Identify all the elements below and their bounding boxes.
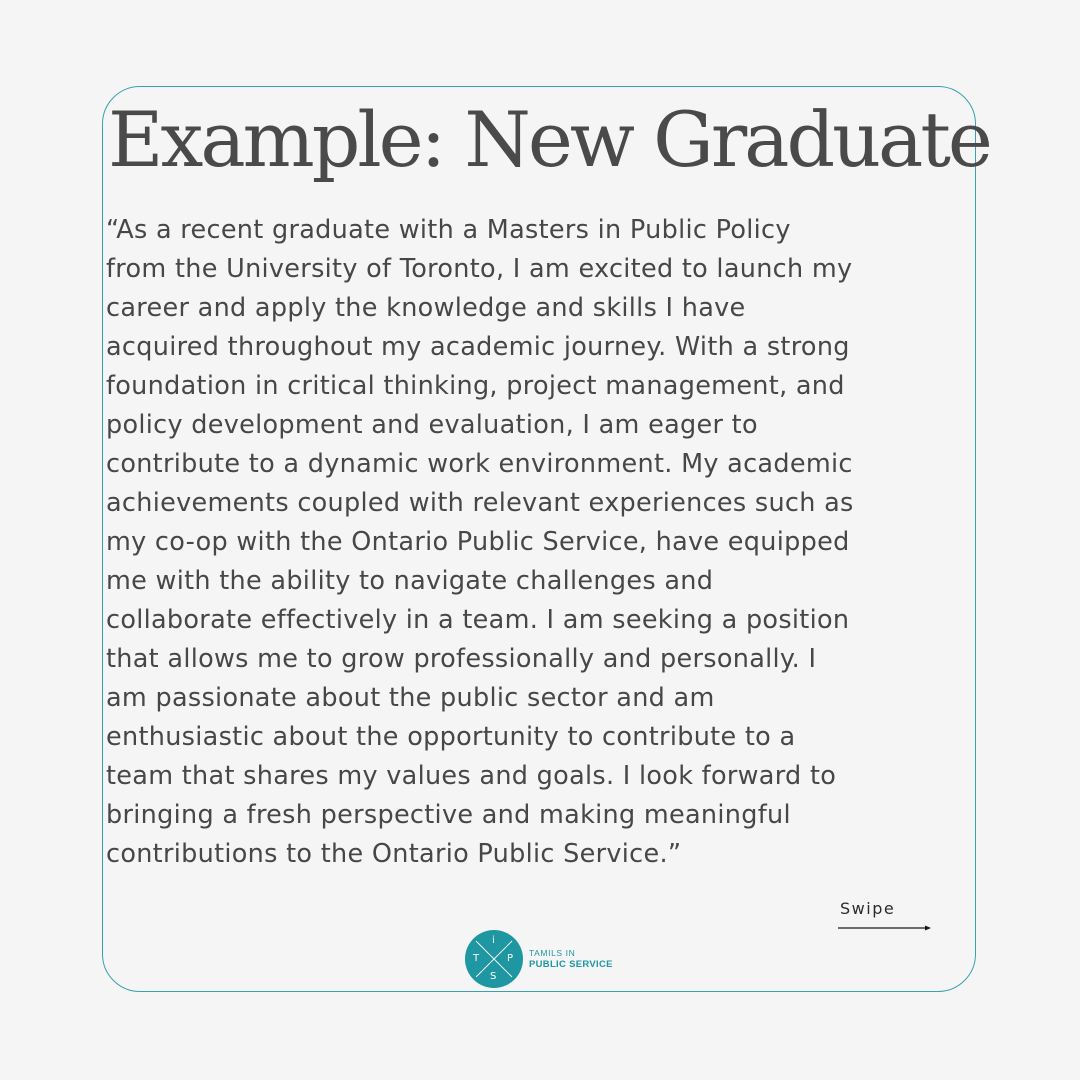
logo-line-1: TAMILS IN — [529, 948, 576, 958]
quote-line: achievements coupled with relevant experiences such as — [106, 488, 854, 518]
quote-line: my co-op with the Ontario Public Service, have equipped — [106, 527, 850, 557]
quote-line: am passionate about the public sector and am — [106, 683, 715, 713]
logo — [465, 930, 625, 990]
quote-line: contributions to the Ontario Public Service.” — [106, 839, 682, 869]
quote-line: me with the ability to navigate challenges and — [106, 566, 714, 596]
swipe-label: Swipe — [840, 899, 896, 918]
logo-letter-left: T — [473, 953, 480, 964]
logo-letter-bottom: S — [490, 971, 497, 982]
quote-line: “As a recent graduate with a Masters in Public Policy — [106, 215, 791, 245]
quote-line: policy development and evaluation, I am eager to — [106, 410, 758, 440]
logo-mark — [465, 930, 523, 988]
quote-line: contribute to a dynamic work environment. My academic — [106, 449, 853, 479]
quote-line: acquired throughout my academic journey. With a strong — [106, 332, 850, 362]
logo-line-2: PUBLIC SERVICE — [529, 959, 613, 970]
quote-text — [106, 211, 972, 874]
page-title: Example: New Graduate — [108, 95, 990, 184]
logo-wordmark — [529, 948, 613, 971]
quote-line: foundation in critical thinking, project management, and — [106, 371, 845, 401]
quote-line: that allows me to grow professionally and personally. I — [106, 644, 817, 674]
quote-line: career and apply the knowledge and skills I have — [106, 293, 746, 323]
quote-line: team that shares my values and goals. I look forward to — [106, 761, 837, 791]
logo-letter-top: i — [492, 935, 495, 946]
quote-line: enthusiastic about the opportunity to contribute to a — [106, 722, 796, 752]
logo-letter-right: P — [507, 953, 514, 964]
swipe-indicator[interactable] — [838, 896, 932, 936]
quote-line: from the University of Toronto, I am excited to launch my — [106, 254, 853, 284]
arrow-right-icon — [838, 923, 932, 933]
quote-line: collaborate effectively in a team. I am seeking a position — [106, 605, 850, 635]
quote-line: bringing a fresh perspective and making meaningful — [106, 800, 791, 830]
